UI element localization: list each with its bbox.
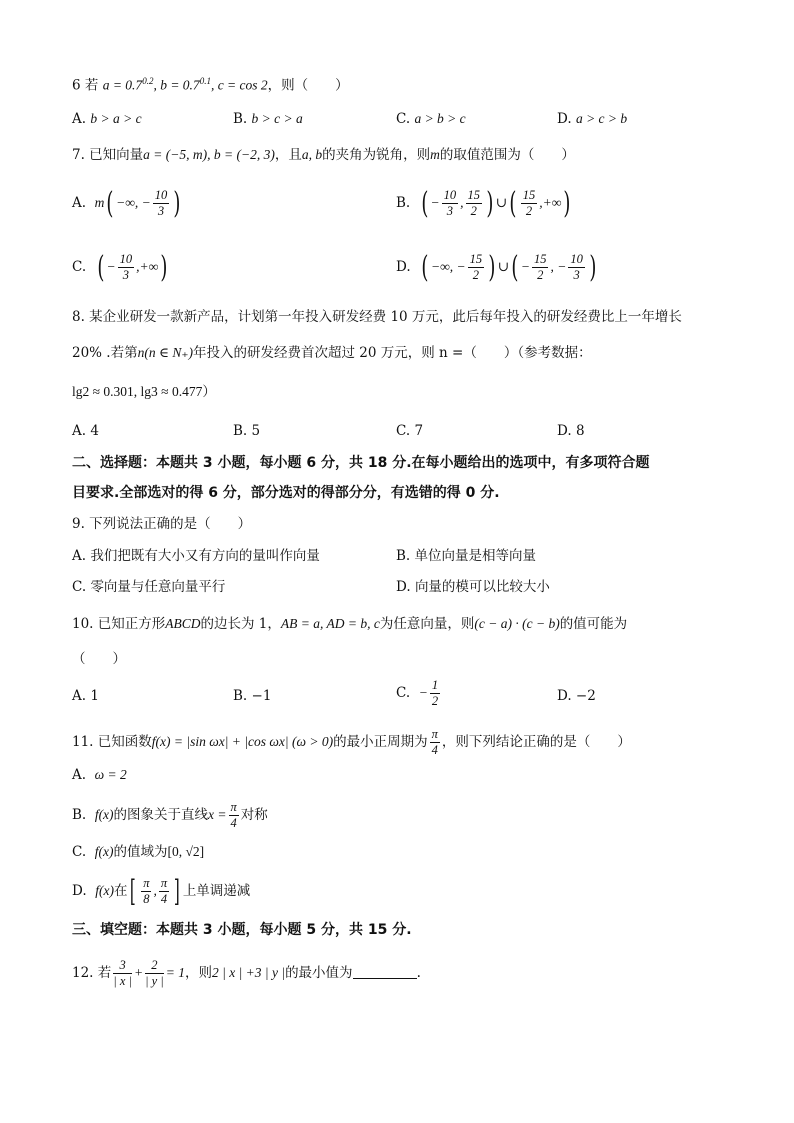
fraction <box>532 252 549 283</box>
denominator: 2 <box>472 268 479 282</box>
q6-a-def: a = 0.7 <box>102 77 143 93</box>
option-function: f(x) <box>94 807 114 822</box>
q9-option-d[interactable] <box>396 578 550 596</box>
q7-vectors: a = (−5, m), b = (−2, 3) <box>143 147 275 162</box>
q6-option-a[interactable] <box>72 110 142 128</box>
numerator: 3 <box>113 958 132 974</box>
option-key: A. <box>72 423 87 439</box>
option-text: −∞, − <box>116 195 151 210</box>
q7-text: 的取值范围为（ ） <box>439 147 575 163</box>
option-text: 向量的模可以比较大小 <box>414 579 550 595</box>
option-key: A. <box>72 111 87 127</box>
q8-text: 20% .若第 <box>72 345 138 361</box>
option-key: C. <box>72 844 87 860</box>
numerator: 10 <box>570 252 583 266</box>
fraction <box>468 252 485 283</box>
q12-answer-blank[interactable] <box>353 964 417 979</box>
infinity: −∞ <box>430 259 450 274</box>
numerator: 15 <box>469 252 483 266</box>
numerator: π <box>230 800 237 814</box>
option-text: 我们把既有大小又有方向的量叫作向量 <box>90 548 320 564</box>
denominator: 4 <box>431 743 438 757</box>
option-key: D. <box>72 883 87 899</box>
q7-option-b[interactable]: B. ( − $\frac{10}{3}$ , $\frac{15}{2}$ ) ∪( $\frac{15}{2}$ ,+∞) <box>396 185 571 221</box>
paren-left: ( <box>97 249 105 285</box>
paren-right: ) <box>486 185 494 221</box>
option-key: B. <box>396 195 411 211</box>
numerator: 1 <box>431 678 439 692</box>
q9-option-a[interactable] <box>72 547 320 565</box>
q11-option-b[interactable] <box>72 800 268 831</box>
fraction <box>153 188 170 219</box>
denominator: | x | <box>113 974 132 988</box>
fraction <box>442 188 459 219</box>
paren-left: ( <box>106 185 114 221</box>
option-key: D. <box>557 423 572 439</box>
fraction <box>568 252 585 283</box>
q7-ab: a, b <box>301 147 323 162</box>
option-x: x = <box>208 807 227 822</box>
q11-text: ，则下列结论正确的是（ ） <box>441 734 631 750</box>
paren-left: ( <box>511 249 519 285</box>
paren-right: ) <box>160 249 168 285</box>
denominator: 8 <box>143 892 150 906</box>
option-key: D. <box>396 259 411 275</box>
q11-option-c[interactable] <box>72 843 204 861</box>
option-function: f(x) <box>94 844 114 859</box>
numerator: 2 <box>145 958 164 974</box>
paren-right: ) <box>173 185 181 221</box>
denominator: 3 <box>122 268 129 282</box>
q8-option-a[interactable] <box>72 422 99 440</box>
q7-option-a[interactable] <box>72 185 183 221</box>
q11-text: 的最小正周期为 <box>333 734 428 750</box>
infinity: +∞ <box>542 195 562 210</box>
fraction <box>141 876 151 907</box>
q12-stem: 12. 若 $\frac{3}{| x |}$ + $\frac{2}{| y |}$ = 1，则2 | x | +3 | y |的最小值为 . <box>72 958 421 988</box>
paren-right: ) <box>589 249 597 285</box>
option-text: a > b > c <box>414 111 466 126</box>
option-text: b > c > a <box>251 111 303 126</box>
option-text: b > a > c <box>90 111 142 126</box>
q10-answer-paren: （ ） <box>72 651 126 667</box>
option-key: D. <box>396 579 411 595</box>
fraction <box>430 727 440 758</box>
q6-b-exp: 0.1 <box>199 76 211 86</box>
option-range: [0, √2] <box>167 844 205 859</box>
denominator: 2 <box>431 694 439 708</box>
numerator: π <box>143 876 150 890</box>
q10-option-c[interactable] <box>396 678 442 709</box>
denominator: 4 <box>160 892 168 906</box>
option-key: A. <box>72 195 87 211</box>
denominator: | y | <box>145 974 164 988</box>
option-key: C. <box>396 685 411 701</box>
bracket-right: ] <box>174 873 180 909</box>
fraction <box>521 188 538 219</box>
section-2-header-line2: 目要求.全部选对的得 6 分，部分选对的得部分分，有选错的得 0 分. <box>72 485 500 501</box>
option-text: 在 <box>113 883 128 899</box>
q10-label: 10. 已知正方形 <box>72 616 166 632</box>
option-key: B. <box>396 548 411 564</box>
option-key: D. <box>557 111 572 127</box>
q10-option-b[interactable]: B. −1 <box>233 688 272 704</box>
q6-a-exp: 0.2 <box>142 76 154 86</box>
q6-c-def: , c = cos 2 <box>210 77 268 93</box>
numerator: 15 <box>533 252 547 266</box>
option-text: ω = 2 <box>94 767 127 782</box>
fraction <box>430 678 440 709</box>
infinity: +∞ <box>139 259 159 274</box>
q11-option-a[interactable] <box>72 766 127 784</box>
fraction <box>118 252 135 283</box>
paren-left: ( <box>509 185 517 221</box>
section-3-header: 三、填空题：本题共 3 小题，每小题 5 分，共 15 分. <box>72 922 412 938</box>
fraction <box>159 876 169 907</box>
paren-left: ( <box>421 185 429 221</box>
denominator: 2 <box>525 204 533 218</box>
option-text: 上单调递减 <box>182 883 251 899</box>
q11-stem <box>72 727 631 758</box>
q9-stem: 9. 下列说法正确的是（ ） <box>72 516 252 532</box>
option-text: 的图象关于直线 <box>113 807 209 823</box>
option-key: C. <box>72 259 87 275</box>
q12-text: 的最小值为 <box>285 965 353 981</box>
denominator: 2 <box>537 268 544 282</box>
q10-option-a[interactable]: A. 1 <box>72 688 99 704</box>
paren-right: ) <box>563 185 571 221</box>
numerator: 15 <box>467 188 481 202</box>
q8-line2 <box>72 344 592 362</box>
q12-text: . <box>416 965 421 981</box>
option-text: a > c > b <box>575 111 628 126</box>
q6-option-c[interactable] <box>396 110 466 128</box>
bracket-left: [ <box>130 873 137 909</box>
q7-option-d[interactable]: D. ( −∞, − $\frac{15}{2}$ ) ∪( − $\frac{15}{2}$ , − $\frac{10}{3}$ ) <box>396 249 597 285</box>
option-text: 8 <box>575 423 585 439</box>
denominator: 2 <box>470 204 477 218</box>
q6-stem-end: ，则（ ） <box>267 77 349 94</box>
q7-text: ，且 <box>274 147 302 163</box>
numerator: 10 <box>154 188 168 202</box>
q12-label: 12. 若 <box>72 965 112 981</box>
q11-function: f(x) = |sin ωx| + |cos ωx| (ω > 0) <box>151 734 334 749</box>
q7-m: m <box>430 147 440 162</box>
numerator: π <box>431 727 438 741</box>
option-sign: − <box>418 685 428 700</box>
q8-option-d[interactable] <box>557 422 585 440</box>
q9-option-b[interactable] <box>396 547 536 565</box>
numerator: π <box>160 876 168 890</box>
paren-right: ) <box>488 249 496 285</box>
q8-line1: 8. 某企业研发一款新产品，计划第一年投入研发经费 10 万元，此后每年投入的研发经费比上一年增长 <box>72 309 682 325</box>
q8-option-c[interactable] <box>396 422 423 440</box>
q6-b-def: , b = 0.7 <box>153 77 200 93</box>
q8-option-b[interactable] <box>233 422 260 440</box>
q12-text: ，则 <box>184 965 212 981</box>
paren-left: ( <box>421 249 429 285</box>
option-text: 零向量与任意向量平行 <box>90 579 226 595</box>
q10-text: 的边长为 1， <box>200 616 281 632</box>
q10-text: 的值可能为 <box>559 616 628 632</box>
q6-option-b[interactable] <box>233 110 303 128</box>
q11-option-d[interactable]: D. f(x)在[ $\frac{\pi}{8}$ , $\frac{\pi}{4}$ ] 上单调递减 <box>72 873 251 909</box>
option-key: C. <box>72 579 87 595</box>
denominator: 4 <box>230 816 237 830</box>
q6-option-d[interactable] <box>557 110 627 128</box>
q10-option-d[interactable]: D. −2 <box>557 688 596 704</box>
q10-square: ABCD <box>165 616 201 631</box>
option-text: 单位向量是相等向量 <box>414 548 537 564</box>
q8-n: n(n ∈ N₊) <box>137 345 193 360</box>
q7-label: 7. 已知向量 <box>72 147 144 163</box>
q11-label: 11. 已知函数 <box>72 734 152 750</box>
fraction <box>145 958 164 989</box>
numerator: 10 <box>443 188 457 202</box>
option-text: 5 <box>251 423 261 439</box>
option-key: C. <box>396 111 411 127</box>
option-text: 对称 <box>240 807 268 823</box>
section-2-header-line1: 二、选择题：本题共 3 小题，每小题 6 分，共 18 分.在每小题给出的选项中，有多项符合题 <box>72 455 650 471</box>
q7-text: 的夹角为锐角，则 <box>322 147 431 163</box>
option-m: m <box>94 195 105 210</box>
denominator: 3 <box>446 204 454 218</box>
denominator: 3 <box>573 268 580 282</box>
option-key: A. <box>72 767 87 783</box>
q12-expression: 2 | x | +3 | y | <box>211 965 286 980</box>
option-key: A. <box>72 548 87 564</box>
denominator: 3 <box>157 204 165 218</box>
option-key: C. <box>396 423 411 439</box>
q10-text: 为任意向量，则 <box>379 616 475 632</box>
fraction <box>113 958 132 989</box>
q7-option-c[interactable]: C. ( − $\frac{10}{3}$ ,+∞) <box>72 249 168 285</box>
q6-label: 6 若 <box>72 77 99 94</box>
q8-reference-data: lg2 ≈ 0.301, lg3 ≈ 0.477） <box>72 384 216 399</box>
option-key: B. <box>233 111 248 127</box>
option-text: 4 <box>90 423 99 439</box>
numerator: 10 <box>119 252 133 266</box>
q10-vectors: AB = a, AD = b, c <box>280 616 380 631</box>
q12-equals: = 1 <box>165 965 185 980</box>
option-key: B. <box>233 423 248 439</box>
numerator: 15 <box>522 188 536 202</box>
q10-stem <box>72 615 627 633</box>
fraction <box>229 800 239 831</box>
q8-text: 年投入的研发经费首次超过 20 万元，则 n =（ ）（参考数据： <box>192 345 592 361</box>
q7-stem <box>72 146 575 164</box>
fraction <box>466 188 483 219</box>
option-function: f(x) <box>95 883 114 898</box>
q10-expression: (c − a) · (c − b) <box>474 616 560 631</box>
option-key: B. <box>72 807 87 823</box>
q9-option-c[interactable] <box>72 578 225 596</box>
q6-stem <box>72 72 349 95</box>
option-text: 的值域为 <box>113 844 168 860</box>
option-text: 7 <box>414 423 424 439</box>
